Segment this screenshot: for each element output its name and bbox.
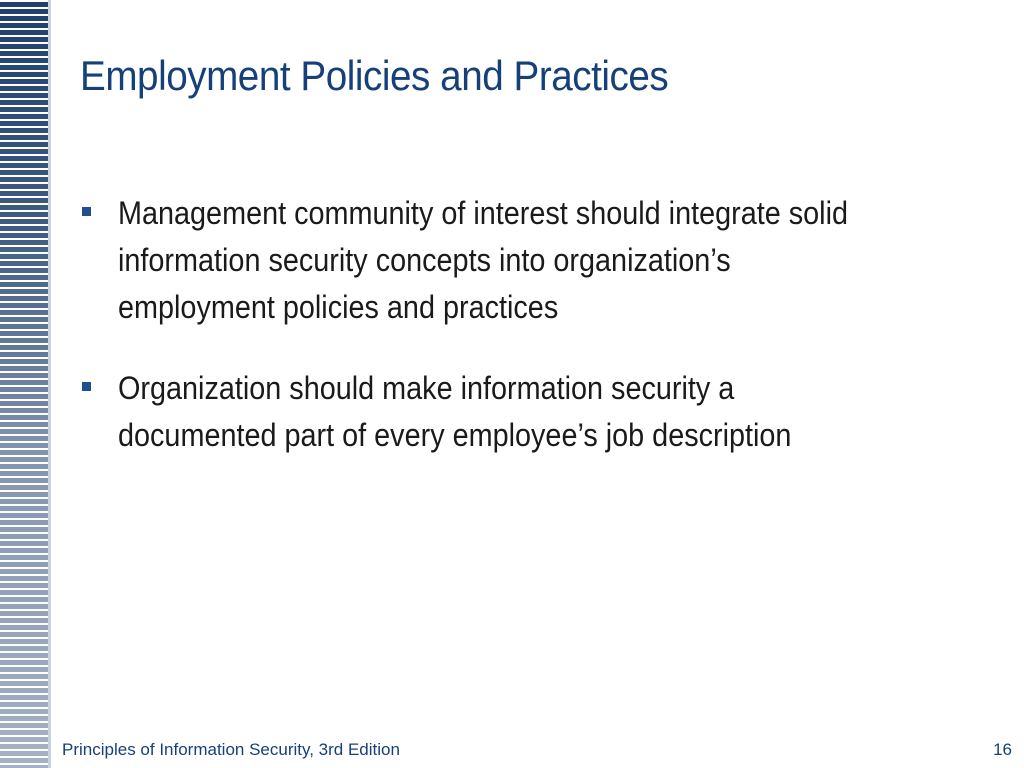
page-number: 16: [993, 740, 1012, 759]
footer-source: Principles of Information Security, 3rd Edition: [62, 740, 400, 759]
stripe-edge-line: [48, 0, 51, 768]
stripe-fade-overlay: [0, 0, 48, 768]
bullet-list: [82, 190, 962, 493]
bullet-item: [82, 190, 962, 331]
decorative-stripe-bar: [0, 0, 48, 768]
bullet-item: [82, 365, 962, 459]
slide-title: Employment Policies and Practices: [80, 52, 669, 99]
square-bullet-icon: [82, 207, 91, 216]
square-bullet-icon: [82, 382, 91, 391]
bullet-text: Organization should make information security a documented part of every employee’s job description: [118, 370, 792, 453]
bullet-text: Management community of interest should integrate solid information security concepts into organization’s employment policies and practices: [118, 195, 848, 325]
